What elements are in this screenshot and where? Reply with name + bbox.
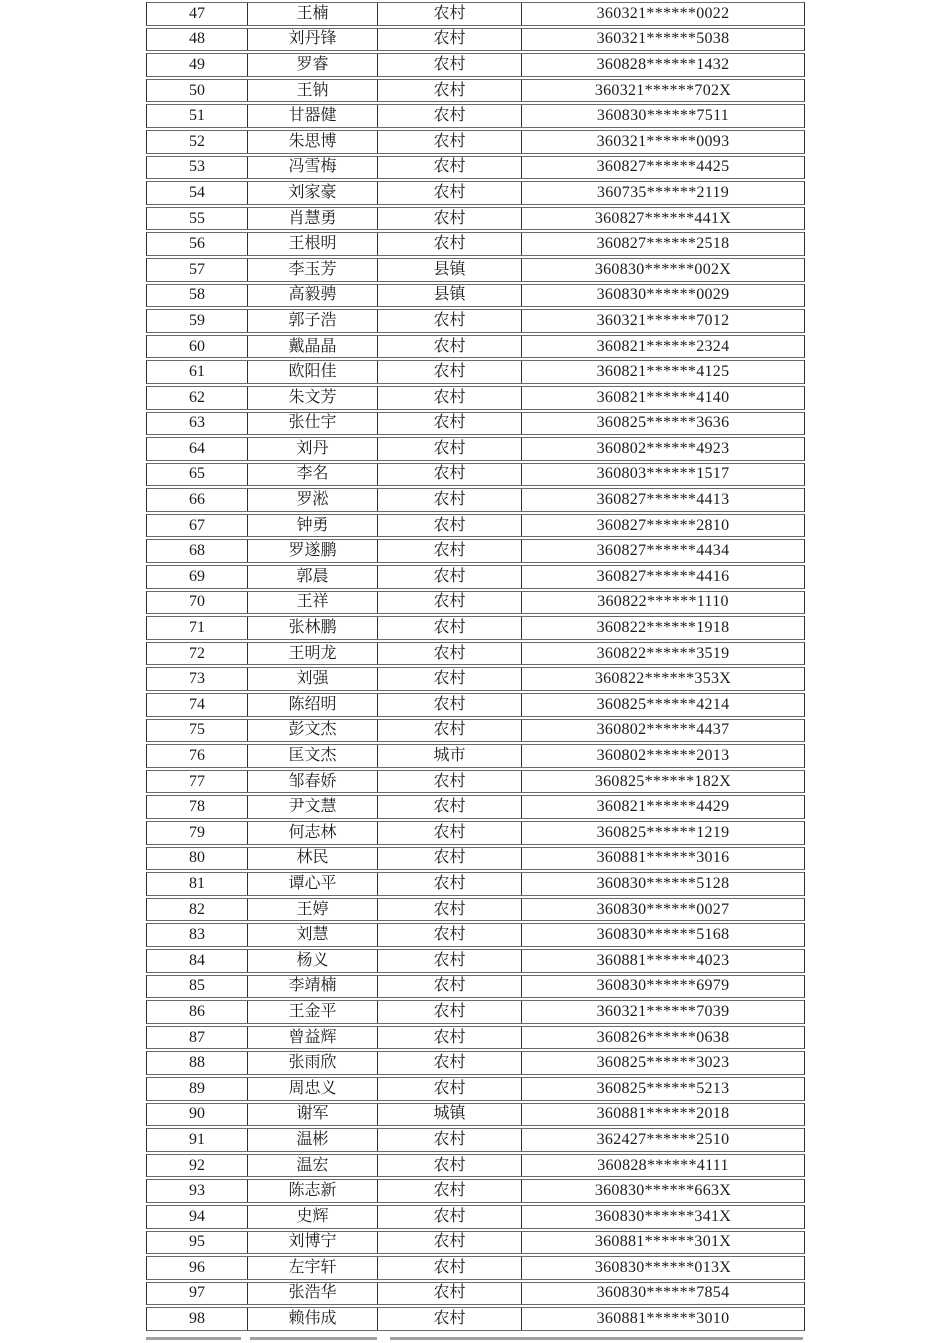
category-cell: 农村 <box>377 361 521 383</box>
table-row <box>146 232 805 256</box>
row-number-cell: 97 <box>189 1284 205 1302</box>
table-row <box>146 156 805 180</box>
table-row <box>146 309 805 333</box>
id-number-cell: 360826******0638 <box>521 1027 804 1049</box>
row-number-cell: 90 <box>189 1105 205 1123</box>
id-number-cell: 362427******2510 <box>521 1129 804 1151</box>
id-number-cell: 360825******1219 <box>521 822 804 844</box>
table-row <box>146 975 805 999</box>
id-number-cell: 360825******3636 <box>521 413 804 435</box>
name-cell: 杨义 <box>247 950 377 972</box>
table-row <box>146 591 805 615</box>
table-row <box>146 872 805 896</box>
table-row <box>146 1051 805 1075</box>
name-cell: 谢军 <box>247 1104 377 1126</box>
table-row <box>146 1128 805 1152</box>
row-number-cell: 67 <box>189 516 205 534</box>
row-number-cell: 74 <box>189 695 205 713</box>
id-number-cell: 360321******7039 <box>521 1001 804 1023</box>
category-cell: 城镇 <box>377 1104 521 1126</box>
name-cell: 王婷 <box>247 899 377 921</box>
row-number-cell: 50 <box>189 81 205 99</box>
id-number-cell: 360881******3016 <box>521 848 804 870</box>
row-number-cell: 98 <box>189 1310 205 1328</box>
table-row <box>146 923 805 947</box>
name-cell: 何志林 <box>247 822 377 844</box>
name-cell: 刘慧 <box>247 924 377 946</box>
id-number-cell: 360830******0029 <box>521 285 804 307</box>
id-number-cell: 360881******3010 <box>521 1308 804 1330</box>
name-cell: 郭子浩 <box>247 310 377 332</box>
table-row <box>146 463 805 487</box>
row-number-cell: 58 <box>189 286 205 304</box>
row-number-cell: 47 <box>189 4 205 22</box>
table-row <box>146 53 805 77</box>
id-number-cell: 360827******2810 <box>521 515 804 537</box>
id-number-cell: 360830******7854 <box>521 1283 804 1305</box>
category-cell: 农村 <box>377 1206 521 1228</box>
row-number-cell: 71 <box>189 619 205 637</box>
table-row <box>146 1231 805 1255</box>
table-row <box>146 949 805 973</box>
id-number-cell: 360827******4413 <box>521 489 804 511</box>
row-number-cell: 56 <box>189 235 205 253</box>
row-number-cell: 73 <box>189 670 205 688</box>
id-number-cell: 360321******0093 <box>521 131 804 153</box>
row-number-cell: 63 <box>189 414 205 432</box>
id-number-cell: 360822******1110 <box>521 592 804 614</box>
name-cell: 王明龙 <box>247 643 377 665</box>
id-number-cell: 360830******663X <box>521 1180 804 1202</box>
name-cell: 罗遂鹏 <box>247 540 377 562</box>
id-number-cell: 360802******4437 <box>521 720 804 742</box>
name-cell: 左宇轩 <box>247 1257 377 1279</box>
row-number-cell: 53 <box>189 158 205 176</box>
name-cell: 李玉芳 <box>247 259 377 281</box>
category-cell: 农村 <box>377 720 521 742</box>
name-cell: 张仕宇 <box>247 413 377 435</box>
table-row <box>146 898 805 922</box>
category-cell: 农村 <box>377 950 521 972</box>
id-number-cell: 360802******2013 <box>521 745 804 767</box>
id-number-cell: 360830******5128 <box>521 873 804 895</box>
name-cell: 陈志新 <box>247 1180 377 1202</box>
table-row <box>146 1000 805 1024</box>
name-cell: 王金平 <box>247 1001 377 1023</box>
category-cell: 农村 <box>377 976 521 998</box>
category-cell: 农村 <box>377 540 521 562</box>
id-number-cell: 360825******3023 <box>521 1052 804 1074</box>
category-cell: 农村 <box>377 899 521 921</box>
id-number-cell: 360803******1517 <box>521 464 804 486</box>
table-row <box>146 335 805 359</box>
id-number-cell: 360830******6979 <box>521 976 804 998</box>
name-cell: 朱思博 <box>247 131 377 153</box>
row-number-cell: 62 <box>189 388 205 406</box>
category-cell: 农村 <box>377 617 521 639</box>
name-cell: 钟勇 <box>247 515 377 537</box>
id-number-cell: 360822******1918 <box>521 617 804 639</box>
name-cell: 朱文芳 <box>247 387 377 409</box>
table-row <box>146 1026 805 1050</box>
table-row <box>146 2 805 26</box>
name-cell: 张雨欣 <box>247 1052 377 1074</box>
table-row <box>146 770 805 794</box>
table-row <box>146 1256 805 1280</box>
row-number-cell: 51 <box>189 107 205 125</box>
category-cell: 农村 <box>377 105 521 127</box>
table-row <box>146 514 805 538</box>
id-number-cell: 360822******353X <box>521 668 804 690</box>
category-cell: 农村 <box>377 438 521 460</box>
row-number-cell: 65 <box>189 465 205 483</box>
table-row <box>146 1205 805 1229</box>
id-number-cell: 360881******4023 <box>521 950 804 972</box>
table-row <box>146 130 805 154</box>
category-cell: 农村 <box>377 1308 521 1330</box>
row-number-cell: 79 <box>189 823 205 841</box>
table-row <box>146 795 805 819</box>
category-cell: 农村 <box>377 1180 521 1202</box>
table-row <box>146 437 805 461</box>
name-cell: 罗淞 <box>247 489 377 511</box>
name-cell: 曾益辉 <box>247 1027 377 1049</box>
id-number-cell: 360830******341X <box>521 1206 804 1228</box>
row-number-cell: 57 <box>189 260 205 278</box>
id-number-cell: 360827******4425 <box>521 157 804 179</box>
name-cell: 刘博宁 <box>247 1232 377 1254</box>
row-number-cell: 54 <box>189 183 205 201</box>
name-cell: 罗睿 <box>247 54 377 76</box>
row-number-cell: 82 <box>189 900 205 918</box>
table-row <box>146 1282 805 1306</box>
row-number-cell: 85 <box>189 977 205 995</box>
category-cell: 农村 <box>377 80 521 102</box>
name-cell: 戴晶晶 <box>247 336 377 358</box>
name-cell: 李靖楠 <box>247 976 377 998</box>
row-number-cell: 48 <box>189 30 205 48</box>
row-number-cell: 72 <box>189 644 205 662</box>
row-number-cell: 92 <box>189 1156 205 1174</box>
row-number-cell: 64 <box>189 439 205 457</box>
row-number-cell: 96 <box>189 1258 205 1276</box>
name-cell: 王祥 <box>247 592 377 614</box>
table-row <box>146 1103 805 1127</box>
category-cell: 农村 <box>377 29 521 51</box>
table-row <box>146 412 805 436</box>
row-number-cell: 70 <box>189 593 205 611</box>
category-cell: 农村 <box>377 489 521 511</box>
category-cell: 农村 <box>377 796 521 818</box>
category-cell: 农村 <box>377 1129 521 1151</box>
category-cell: 县镇 <box>377 259 521 281</box>
table-row <box>146 821 805 845</box>
name-cell: 甘器健 <box>247 105 377 127</box>
table-row <box>146 693 805 717</box>
id-number-cell: 360802******4923 <box>521 438 804 460</box>
category-cell: 农村 <box>377 848 521 870</box>
table-row <box>146 744 805 768</box>
name-cell: 肖慧勇 <box>247 208 377 230</box>
category-cell: 城市 <box>377 745 521 767</box>
id-number-cell: 360735******2119 <box>521 182 804 204</box>
category-cell: 农村 <box>377 1027 521 1049</box>
category-cell: 农村 <box>377 208 521 230</box>
category-cell: 农村 <box>377 515 521 537</box>
category-cell: 农村 <box>377 310 521 332</box>
category-cell: 农村 <box>377 592 521 614</box>
id-number-cell: 360830******7511 <box>521 105 804 127</box>
category-cell: 农村 <box>377 387 521 409</box>
row-number-cell: 52 <box>189 132 205 150</box>
id-number-cell: 360822******3519 <box>521 643 804 665</box>
table-row <box>146 181 805 205</box>
category-cell: 农村 <box>377 1232 521 1254</box>
category-cell: 农村 <box>377 1001 521 1023</box>
row-number-cell: 89 <box>189 1079 205 1097</box>
name-cell: 刘强 <box>247 668 377 690</box>
table-row <box>146 79 805 103</box>
id-number-cell: 360321******5038 <box>521 29 804 51</box>
row-number-cell: 84 <box>189 951 205 969</box>
name-cell: 林民 <box>247 848 377 870</box>
name-cell: 刘丹 <box>247 438 377 460</box>
row-number-cell: 77 <box>189 772 205 790</box>
row-number-cell: 69 <box>189 567 205 585</box>
table-row <box>146 616 805 640</box>
category-cell: 农村 <box>377 1155 521 1177</box>
id-number-cell: 360830******5168 <box>521 924 804 946</box>
category-cell: 农村 <box>377 1052 521 1074</box>
table-row <box>146 539 805 563</box>
name-cell: 欧阳佳 <box>247 361 377 383</box>
category-cell: 农村 <box>377 336 521 358</box>
category-cell: 农村 <box>377 668 521 690</box>
category-cell: 农村 <box>377 771 521 793</box>
row-number-cell: 95 <box>189 1233 205 1251</box>
name-cell: 周忠义 <box>247 1078 377 1100</box>
name-cell: 温彬 <box>247 1129 377 1151</box>
id-number-cell: 360830******0027 <box>521 899 804 921</box>
id-number-cell: 360827******4416 <box>521 566 804 588</box>
name-cell: 王根明 <box>247 233 377 255</box>
category-cell: 农村 <box>377 131 521 153</box>
table-row <box>146 207 805 231</box>
table-row <box>146 1077 805 1101</box>
category-cell: 农村 <box>377 464 521 486</box>
row-number-cell: 87 <box>189 1028 205 1046</box>
category-cell: 农村 <box>377 3 521 25</box>
name-cell: 陈绍明 <box>247 694 377 716</box>
row-number-cell: 61 <box>189 363 205 381</box>
category-cell: 农村 <box>377 182 521 204</box>
id-number-cell: 360830******013X <box>521 1257 804 1279</box>
table-row <box>146 104 805 128</box>
id-number-cell: 360827******441X <box>521 208 804 230</box>
category-cell: 农村 <box>377 54 521 76</box>
page-break-row-fragment <box>146 1337 241 1340</box>
name-cell: 王楠 <box>247 3 377 25</box>
category-cell: 农村 <box>377 1283 521 1305</box>
category-cell: 农村 <box>377 694 521 716</box>
table-row <box>146 360 805 384</box>
row-number-cell: 66 <box>189 491 205 509</box>
id-number-cell: 360881******301X <box>521 1232 804 1254</box>
name-cell: 李名 <box>247 464 377 486</box>
table-row <box>146 28 805 52</box>
id-number-cell: 360827******2518 <box>521 233 804 255</box>
name-cell: 尹文慧 <box>247 796 377 818</box>
table-row <box>146 1307 805 1331</box>
name-cell: 郭晨 <box>247 566 377 588</box>
name-cell: 谭心平 <box>247 873 377 895</box>
id-number-cell: 360821******2324 <box>521 336 804 358</box>
category-cell: 农村 <box>377 873 521 895</box>
name-cell: 刘家豪 <box>247 182 377 204</box>
table-row <box>146 847 805 871</box>
name-cell: 冯雪梅 <box>247 157 377 179</box>
category-cell: 农村 <box>377 566 521 588</box>
name-cell: 刘丹锋 <box>247 29 377 51</box>
roster-table <box>146 2 805 1333</box>
row-number-cell: 68 <box>189 542 205 560</box>
row-number-cell: 60 <box>189 337 205 355</box>
category-cell: 农村 <box>377 643 521 665</box>
page-break-row-fragment <box>250 1337 377 1340</box>
page-break-row-fragment <box>390 1337 803 1340</box>
row-number-cell: 93 <box>189 1182 205 1200</box>
name-cell: 赖伟成 <box>247 1308 377 1330</box>
name-cell: 王钠 <box>247 80 377 102</box>
category-cell: 农村 <box>377 822 521 844</box>
id-number-cell: 360825******5213 <box>521 1078 804 1100</box>
name-cell: 张林鹏 <box>247 617 377 639</box>
row-number-cell: 55 <box>189 209 205 227</box>
table-row <box>146 1154 805 1178</box>
id-number-cell: 360821******4125 <box>521 361 804 383</box>
row-number-cell: 86 <box>189 1002 205 1020</box>
id-number-cell: 360321******7012 <box>521 310 804 332</box>
row-number-cell: 76 <box>189 747 205 765</box>
table-row <box>146 642 805 666</box>
id-number-cell: 360825******4214 <box>521 694 804 716</box>
id-number-cell: 360827******4434 <box>521 540 804 562</box>
table-row <box>146 488 805 512</box>
row-number-cell: 80 <box>189 849 205 867</box>
row-number-cell: 88 <box>189 1054 205 1072</box>
table-row <box>146 565 805 589</box>
table-row <box>146 386 805 410</box>
row-number-cell: 94 <box>189 1207 205 1225</box>
category-cell: 农村 <box>377 924 521 946</box>
id-number-cell: 360830******002X <box>521 259 804 281</box>
id-number-cell: 360828******4111 <box>521 1155 804 1177</box>
row-number-cell: 78 <box>189 798 205 816</box>
category-cell: 农村 <box>377 1257 521 1279</box>
row-number-cell: 81 <box>189 874 205 892</box>
table-row <box>146 1179 805 1203</box>
name-cell: 高毅骋 <box>247 285 377 307</box>
table-row <box>146 719 805 743</box>
id-number-cell: 360881******2018 <box>521 1104 804 1126</box>
id-number-cell: 360825******182X <box>521 771 804 793</box>
category-cell: 农村 <box>377 233 521 255</box>
table-row <box>146 258 805 282</box>
name-cell: 邹春娇 <box>247 771 377 793</box>
name-cell: 彭文杰 <box>247 720 377 742</box>
row-number-cell: 59 <box>189 311 205 329</box>
name-cell: 温宏 <box>247 1155 377 1177</box>
id-number-cell: 360821******4140 <box>521 387 804 409</box>
category-cell: 县镇 <box>377 285 521 307</box>
row-number-cell: 83 <box>189 926 205 944</box>
category-cell: 农村 <box>377 413 521 435</box>
name-cell: 史辉 <box>247 1206 377 1228</box>
id-number-cell: 360828******1432 <box>521 54 804 76</box>
category-cell: 农村 <box>377 157 521 179</box>
table-row <box>146 667 805 691</box>
row-number-cell: 49 <box>189 55 205 73</box>
id-number-cell: 360321******702X <box>521 80 804 102</box>
row-number-cell: 91 <box>189 1130 205 1148</box>
category-cell: 农村 <box>377 1078 521 1100</box>
name-cell: 匡文杰 <box>247 745 377 767</box>
name-cell: 张浩华 <box>247 1283 377 1305</box>
row-number-cell: 75 <box>189 721 205 739</box>
id-number-cell: 360321******0022 <box>521 3 804 25</box>
table-row <box>146 284 805 308</box>
id-number-cell: 360821******4429 <box>521 796 804 818</box>
